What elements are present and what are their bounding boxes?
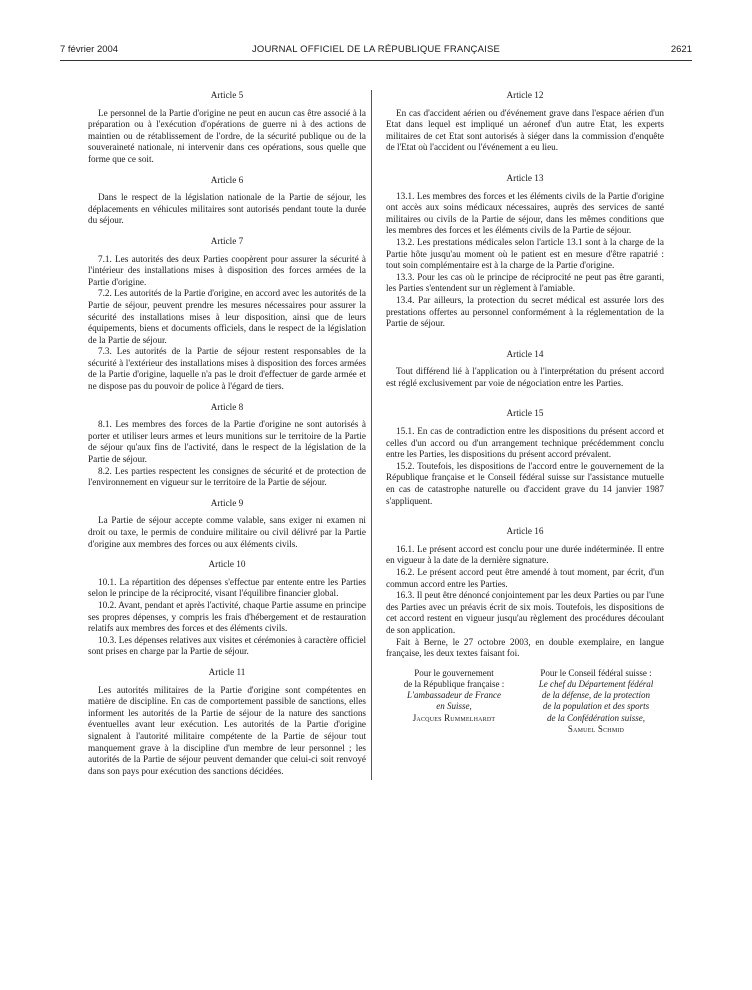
signatory-name: Jacques Rummelhardt <box>412 712 496 723</box>
signatory-title: de la population et des sports <box>542 701 650 712</box>
article-paragraph: 16.1. Le présent accord est conclu pour une durée indéterminée. Il entre en vigueur à la date de la dernière signature. <box>386 543 664 566</box>
signatory-name: Samuel Schmid <box>567 723 625 734</box>
article-heading: Article 10 <box>208 559 246 570</box>
signature-line: de la République française : <box>403 678 505 689</box>
article-paragraph: Fait à Berne, le 27 octobre 2003, en double exemplaire, en langue française, les deux textes faisant foi. <box>386 636 664 659</box>
article-paragraph: 10.1. La répartition des dépenses s'effectue par entente entre les Parties selon le principe de la réciprocité, visant l'équilibre financier global. <box>88 576 366 599</box>
article-paragraph: 15.2. Toutefois, les dispositions de l'accord entre le gouvernement de la République française et le Conseil fédéral suisse sur l'assistance mutuelle en cas de catastrophe naturelle ou d'accident grave du 14 janvier 1987 s'appliquent. <box>386 460 664 506</box>
signature-line: Pour le gouvernement <box>414 667 494 678</box>
article-heading: Article 9 <box>210 497 244 508</box>
article-heading: Article 15 <box>506 408 544 419</box>
article-paragraph: 13.1. Les membres des forces et les éléments civils de la Partie d'origine ont accès aux soins médicaux nécessaires, auprès des services de santé militaires ou civils de la Partie de séjour, dans les mêmes conditions que les membres des forces et les éléments civils de la Partie de séjour. <box>386 190 664 236</box>
signatory-title: en Suisse, <box>436 701 472 712</box>
article-paragraph: 7.1. Les autorités des deux Parties coopèrent pour assurer la sécurité à l'intérieur des installations mises à disposition des forces armées de la Partie d'origine. <box>88 253 366 287</box>
article-paragraph: Le personnel de la Partie d'origine ne peut en aucun cas être associé à la préparation ou à l'exécution d'opérations de guerre ni à des actions de maintien ou de rétablissement de l'ordre, de la sécurité publique ou de la souveraineté nationale, ni intervenir dans ces opérations, sous quelle que forme que ce soit. <box>88 107 366 164</box>
article-heading: Article 12 <box>506 90 544 100</box>
article-paragraph: En cas d'accident aérien ou d'événement grave dans l'espace aérien d'un Etat dans lequel est impliqué un aéronef d'un autre Etat, les experts militaires de cet Etat sont autorisés à siéger dans la commission d'enquête de l'Etat où l'accident ou l'événement a eu lieu. <box>386 107 664 153</box>
article-heading: Article 14 <box>506 348 544 359</box>
article-paragraph: 13.4. Par ailleurs, la protection du secret médical est assurée lors des prestations offertes au personnel conformément à la réglementation de la Partie de séjour. <box>386 294 664 329</box>
header-date: 7 février 2004 <box>60 44 119 55</box>
article-paragraph: 7.3. Les autorités de la Partie de séjour restent responsables de la sécurité à l'extérieur des installations mises à disposition des forces armées de la Partie d'origine, laquelle n'a pas le droit d'effectuer de garde armée et ne dispose pas du pouvoir de police à l'égard de tiers. <box>88 346 366 392</box>
right-articles <box>386 90 664 660</box>
article-heading: Article 6 <box>210 174 244 185</box>
article-heading: Article 8 <box>210 401 244 412</box>
signatory-title: de la défense, de la protection <box>541 690 651 701</box>
article-heading: Article 5 <box>210 90 244 100</box>
article-paragraph: 15.1. En cas de contradiction entre les dispositions du présent accord et celles d'un accord ou d'un arrangement technique précédemment conclu entre les Parties, les dispositions du présent accord prévalent. <box>386 426 664 460</box>
signature-france <box>386 668 522 735</box>
article-paragraph: Dans le respect de la législation nationale de la Partie de séjour, les déplacements en véhicules militaires sont autorisés pendant toute la durée du séjour. <box>88 192 366 226</box>
column-separator <box>371 90 372 780</box>
article-paragraph: Tout différend lié à l'application ou à l'interprétation du présent accord est réglé exclusivement par voie de négociation entre les Parties. <box>386 366 664 388</box>
article-paragraph: 10.2. Avant, pendant et après l'activité, chaque Partie assume en principe ses propres dépenses, y compris les frais d'hébergement et de restauration relatifs aux membres des forces et des éléments civils. <box>88 599 366 634</box>
article-paragraph: 7.2. Les autorités de la Partie d'origine, en accord avec les autorités de la Partie de séjour, peuvent prendre les mesures nécessaires pour assurer la sécurité des installations mises à leur disposition, ainsi que de leurs équipements, biens et documents officiels, dans le respect de la législation de la Partie de séjour. <box>88 288 366 345</box>
signatory-title: L'ambassadeur de France <box>407 690 501 701</box>
article-paragraph: Les autorités militaires de la Partie d'origine sont compétentes en matière de discipline. En cas de comportement passible de sanctions, elles informent les autorités de la Partie de séjour de la nature des sanctions éventuelles avant leur exécution. Les autorités de la Partie d'origine signalent à l'autorité militaire compétente de la Partie de séjour tout manquement grave à la discipline d'un membre de leur personnel ; les autorités de la Partie de séjour peuvent demander que celui-ci soit renvoyé dans son pays pour exécution des sanctions décidées. <box>88 684 366 776</box>
article-paragraph: 13.3. Pour les cas où le principe de réciprocité ne peut pas être garanti, les Parties s'entendent sur un règlement à l'amiable. <box>386 271 664 294</box>
header-page-number: 2621 <box>670 44 692 55</box>
signatory-title: Le chef du Département fédéral <box>538 678 654 689</box>
signature-block <box>386 668 664 735</box>
article-heading: Article 7 <box>210 235 244 246</box>
article-paragraph: 16.2. Le présent accord peut être amendé à tout moment, par écrit, d'un commun accord entre les Parties. <box>386 567 664 589</box>
article-paragraph: 8.1. Les membres des forces de la Partie d'origine ne sont autorisés à porter et utiliser leurs armes et leurs munitions sur le territoire de la Partie de séjour qu'aux fins de l'activité, dans le respect de la législation de la Partie de séjour. <box>88 419 366 465</box>
header-title: JOURNAL OFFICIEL DE LA RÉPUBLIQUE FRANÇAISE <box>251 44 501 55</box>
article-paragraph: 10.3. Les dépenses relatives aux visites et cérémonies à caractère officiel sont prises en charge par la Partie de séjour. <box>88 634 366 657</box>
page-header <box>60 44 692 58</box>
article-heading: Article 11 <box>208 666 246 677</box>
right-column <box>386 90 664 735</box>
signatory-title: de la Confédération suisse, <box>547 712 645 723</box>
left-column <box>88 90 366 777</box>
header-rule <box>60 60 692 61</box>
article-heading: Article 16 <box>506 526 544 537</box>
article-heading: Article 13 <box>506 172 544 183</box>
article-paragraph: 8.2. Les parties respectent les consignes de sécurité et de protection de l'environnement en vigueur sur le territoire de la Partie de séjour. <box>88 465 366 488</box>
article-paragraph: 13.2. Les prestations médicales selon l'article 13.1 sont à la charge de la Partie hôte jusqu'au moment où le patient est en mesure d'être rapatrié : tout soin complémentaire est à la charge de la Partie d'origine. <box>386 236 664 271</box>
signature-line: Pour le Conseil fédéral suisse : <box>540 667 652 678</box>
article-paragraph: La Partie de séjour accepte comme valable, sans exiger ni examen ni droit ou taxe, le permis de conduire militaire ou civil délivré par la Partie d'origine aux membres des forces ou aux éléments civils. <box>88 515 366 549</box>
signature-suisse <box>528 668 664 735</box>
article-paragraph: 16.3. Il peut être dénoncé conjointement par les deux Parties ou par l'une des Parties avec un préavis écrit de six mois. Toutefois, les dispositions de cet accord restent en vigueur jusqu'au règlement des procédures découlant de son application. <box>386 590 664 635</box>
